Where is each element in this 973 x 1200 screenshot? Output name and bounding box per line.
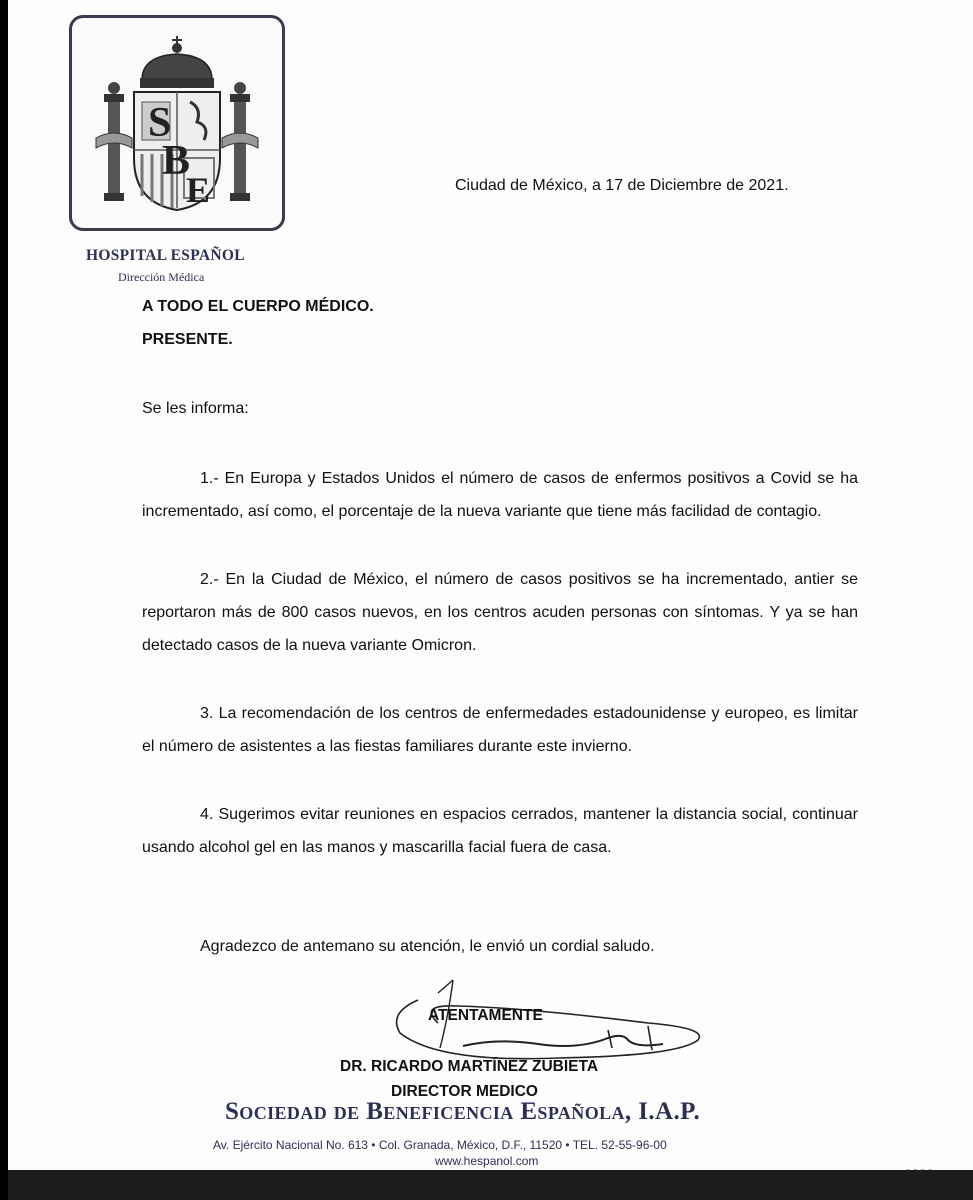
footer-address: Av. Ejército Nacional No. 613 • Col. Granada, México, D.F., 11520 • TEL. 52-55-96-00 bbox=[213, 1138, 667, 1152]
footer-website: www.hespanol.com bbox=[435, 1154, 539, 1168]
letter-page bbox=[8, 0, 973, 1170]
point-2: 2.- En la Ciudad de México, el número de casos positivos se ha incrementado, antier se reportaron más de 800 casos nuevos, en los centros acuden personas con síntomas. Y ya se han detectado casos de la nueva variante Omicron. bbox=[142, 571, 858, 654]
hospital-emblem bbox=[69, 15, 285, 231]
hospital-name: HOSPITAL ESPAÑOL bbox=[86, 247, 245, 264]
coat-of-arms-icon bbox=[72, 18, 282, 228]
emblem-letter-b: B bbox=[162, 138, 191, 184]
page-mark: - - - - bbox=[906, 1162, 932, 1170]
recipient-line-1: A TODO EL CUERPO MÉDICO. bbox=[142, 298, 374, 315]
point-1: 1.- En Europa y Estados Unidos el número de casos de enfermos positivos a Covid se ha incrementado, así como, el porcentaje de la nueva variante que tiene más facilidad de contagio. bbox=[142, 470, 858, 520]
emblem-letter-s: S bbox=[148, 100, 172, 146]
society-name: Sociedad de Beneficencia Española, I.A.P. bbox=[225, 1098, 701, 1125]
date-line: Ciudad de México, a 17 de Diciembre de 2021. bbox=[455, 177, 789, 194]
signer-title: DIRECTOR MEDICO bbox=[391, 1083, 538, 1100]
point-4: 4. Sugerimos evitar reuniones en espacios cerrados, mantener la distancia social, continuar usando alcohol gel en las manos y mascarilla facial fuera de casa. bbox=[142, 806, 858, 856]
recipient-line-2: PRESENTE. bbox=[142, 331, 233, 348]
intro-line: Se les informa: bbox=[142, 400, 249, 417]
point-3: 3. La recomendación de los centros de enfermedades estadounidense y europeo, es limitar el número de asistentes a las fiestas familiares durante este invierno. bbox=[142, 705, 858, 755]
department-name: Dirección Médica bbox=[118, 270, 205, 284]
signer-name: DR. RICARDO MARTÍNEZ ZUBIETA bbox=[340, 1058, 599, 1075]
emblem-letter-e: E bbox=[186, 170, 211, 210]
scan-edge bbox=[0, 0, 8, 1200]
closing-line: Agradezco de antemano su atención, le envió un cordial saludo. bbox=[200, 938, 655, 955]
salutation: ATENTAMENTE bbox=[428, 1007, 543, 1024]
